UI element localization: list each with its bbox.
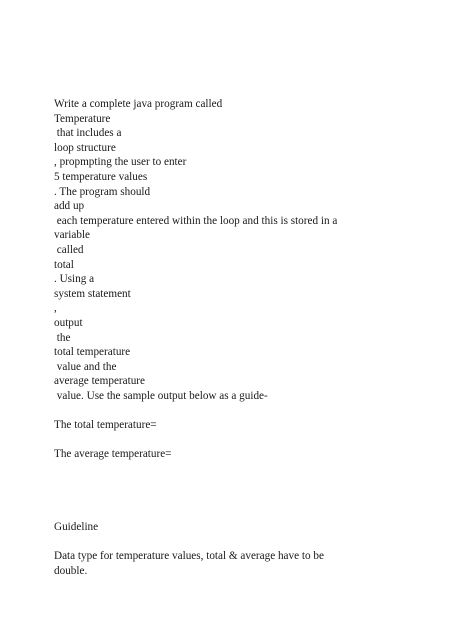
instruction-line: loop structure: [54, 141, 116, 154]
guideline-line: double.: [54, 565, 88, 578]
instruction-line: system statement: [54, 287, 131, 300]
instruction-line: Temperature: [54, 112, 111, 125]
instruction-line: 5 temperature values: [54, 170, 148, 183]
instruction-line: ,: [54, 302, 57, 315]
instruction-line: . Using a: [54, 273, 95, 286]
guideline-heading: Guideline: [54, 521, 99, 534]
sample-output-total: The total temperature=: [54, 419, 157, 432]
instruction-line: each temperature entered within the loop and this is stored in a: [54, 214, 338, 227]
instruction-line: that includes a: [54, 127, 122, 140]
instruction-line: called: [54, 243, 84, 256]
guideline-line: Data type for temperature values, total & average have to be: [54, 550, 324, 563]
instruction-line: value and the: [54, 360, 117, 373]
instruction-line: . The program should: [54, 185, 151, 198]
instruction-line: total temperature: [54, 346, 131, 359]
sample-output-average: The average temperature=: [54, 448, 172, 461]
document-text: [54, 97, 434, 579]
instruction-line: total: [54, 258, 74, 271]
instruction-line: the: [54, 331, 71, 344]
instruction-line: add up: [54, 200, 85, 213]
instruction-line: Write a complete java program called: [54, 98, 223, 110]
instruction-line: output: [54, 316, 83, 329]
instruction-line: value. Use the sample output below as a guide-: [54, 389, 268, 402]
instruction-line: average temperature: [54, 375, 145, 388]
instruction-line: , propmpting the user to enter: [54, 156, 187, 169]
instruction-line: variable: [54, 229, 91, 242]
